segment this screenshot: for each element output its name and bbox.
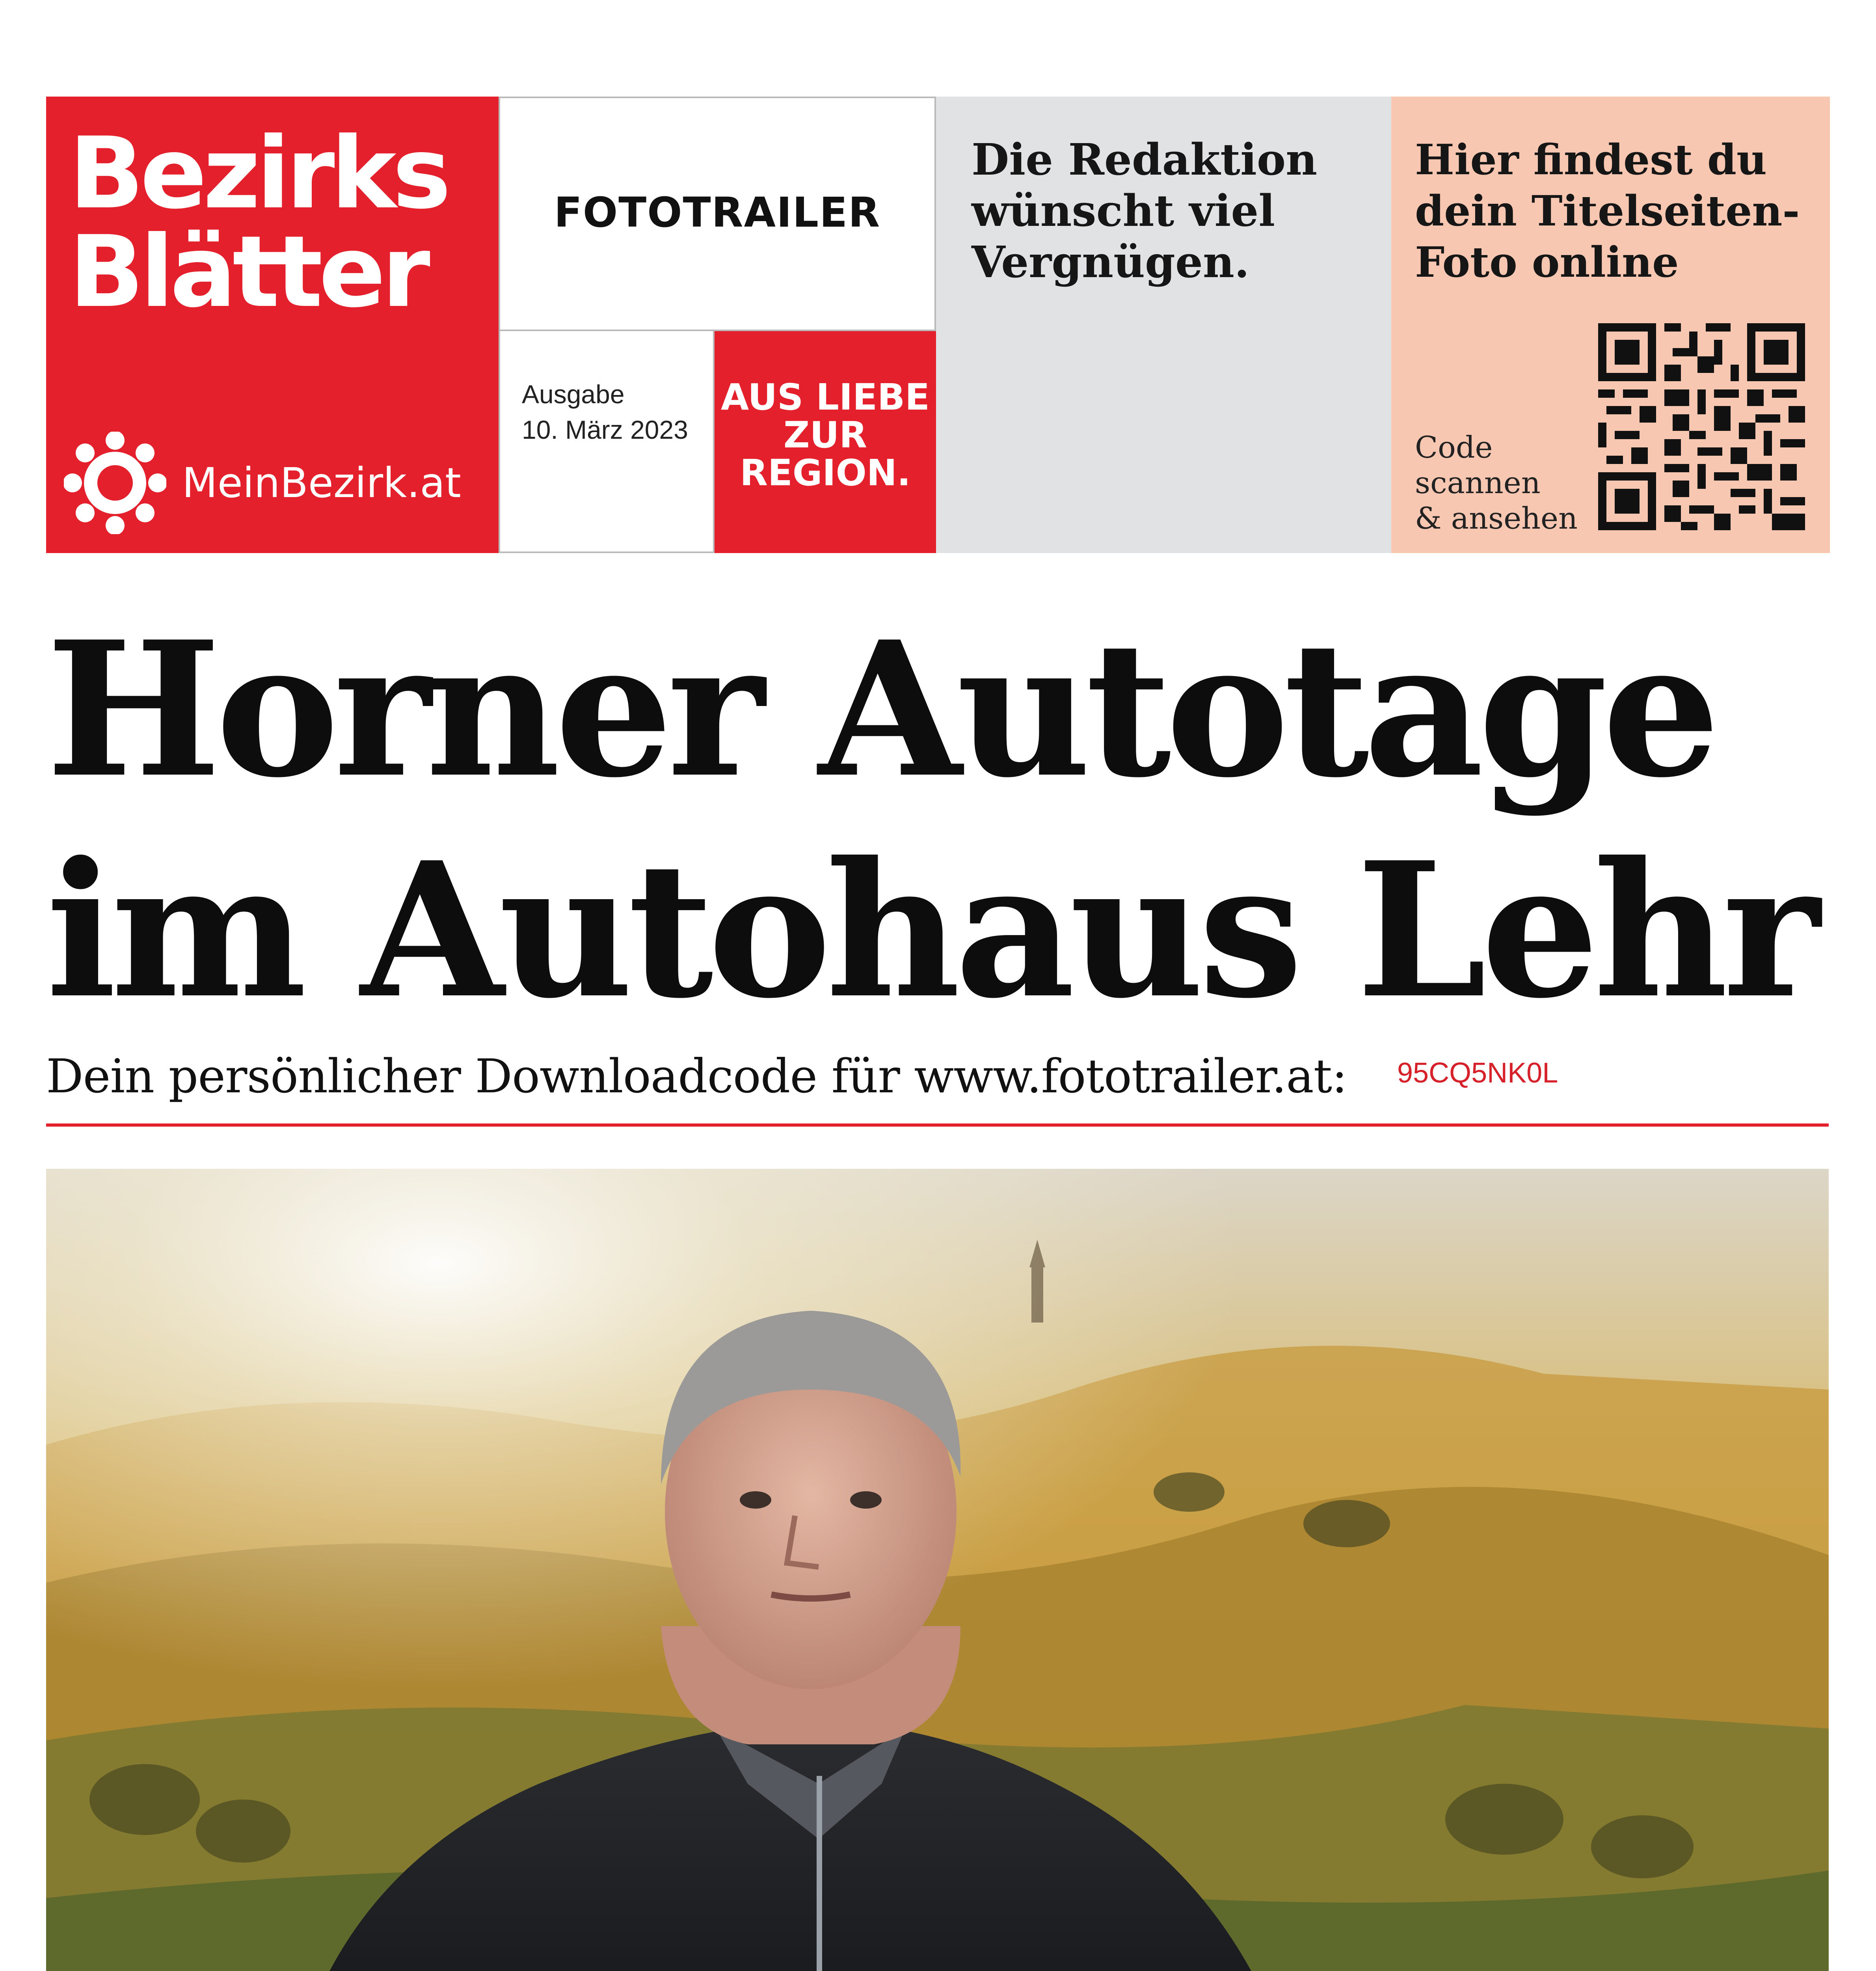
scan-line-1: Code: [1415, 430, 1493, 465]
scan-line-3: & ansehen: [1415, 501, 1578, 536]
issue-label: Ausgabe: [522, 380, 625, 409]
issue-date: 10. März 2023: [522, 415, 688, 444]
section-label-cell: [499, 97, 936, 331]
online-line-3: Foto online: [1415, 237, 1679, 287]
qr-code-icon[interactable]: [1598, 323, 1805, 530]
download-code[interactable]: 95CQ5NK0L: [1397, 1057, 1558, 1089]
slogan-line-2: ZUR: [783, 414, 867, 456]
scan-line-2: scannen: [1415, 465, 1541, 500]
bezirksblaetter-logo-block: [46, 97, 499, 553]
greeting-cell: [936, 97, 1391, 553]
brand-wordmark: Bezirks Blätter: [69, 116, 447, 329]
download-instructions: Dein persönlicher Downloadcode für www.fototrailer.at:: [46, 1049, 1347, 1103]
slogan-line-1: AUS LIEBE: [720, 376, 930, 418]
headline-line-2: im Autohaus Lehr: [46, 822, 1815, 1039]
greeting-line-2: wünscht viel: [972, 185, 1275, 236]
red-divider: [46, 1123, 1829, 1127]
title-photo: [46, 1169, 1829, 1971]
meinbezirk-label: MeinBezirk.at: [182, 459, 461, 507]
greeting-line-3: Vergnügen.: [972, 237, 1250, 287]
issue-cell: [499, 331, 715, 553]
section-label: FOTOTRAILER: [554, 188, 881, 237]
photo-credit: [946, 1131, 1876, 1153]
page-title: [46, 599, 1820, 1041]
meinbezirk-link[interactable]: [64, 432, 489, 534]
greeting-line-1: Die Redaktion: [972, 134, 1318, 185]
slogan-line-3: REGION.: [740, 452, 911, 494]
online-line-2: dein Titelseiten-: [1415, 186, 1800, 235]
slogan-cell: [715, 331, 936, 553]
online-line-1: Hier findest du: [1415, 135, 1767, 184]
headline-line-1: Horner Autotage: [46, 601, 1715, 818]
sun-logo-icon: [64, 432, 166, 534]
